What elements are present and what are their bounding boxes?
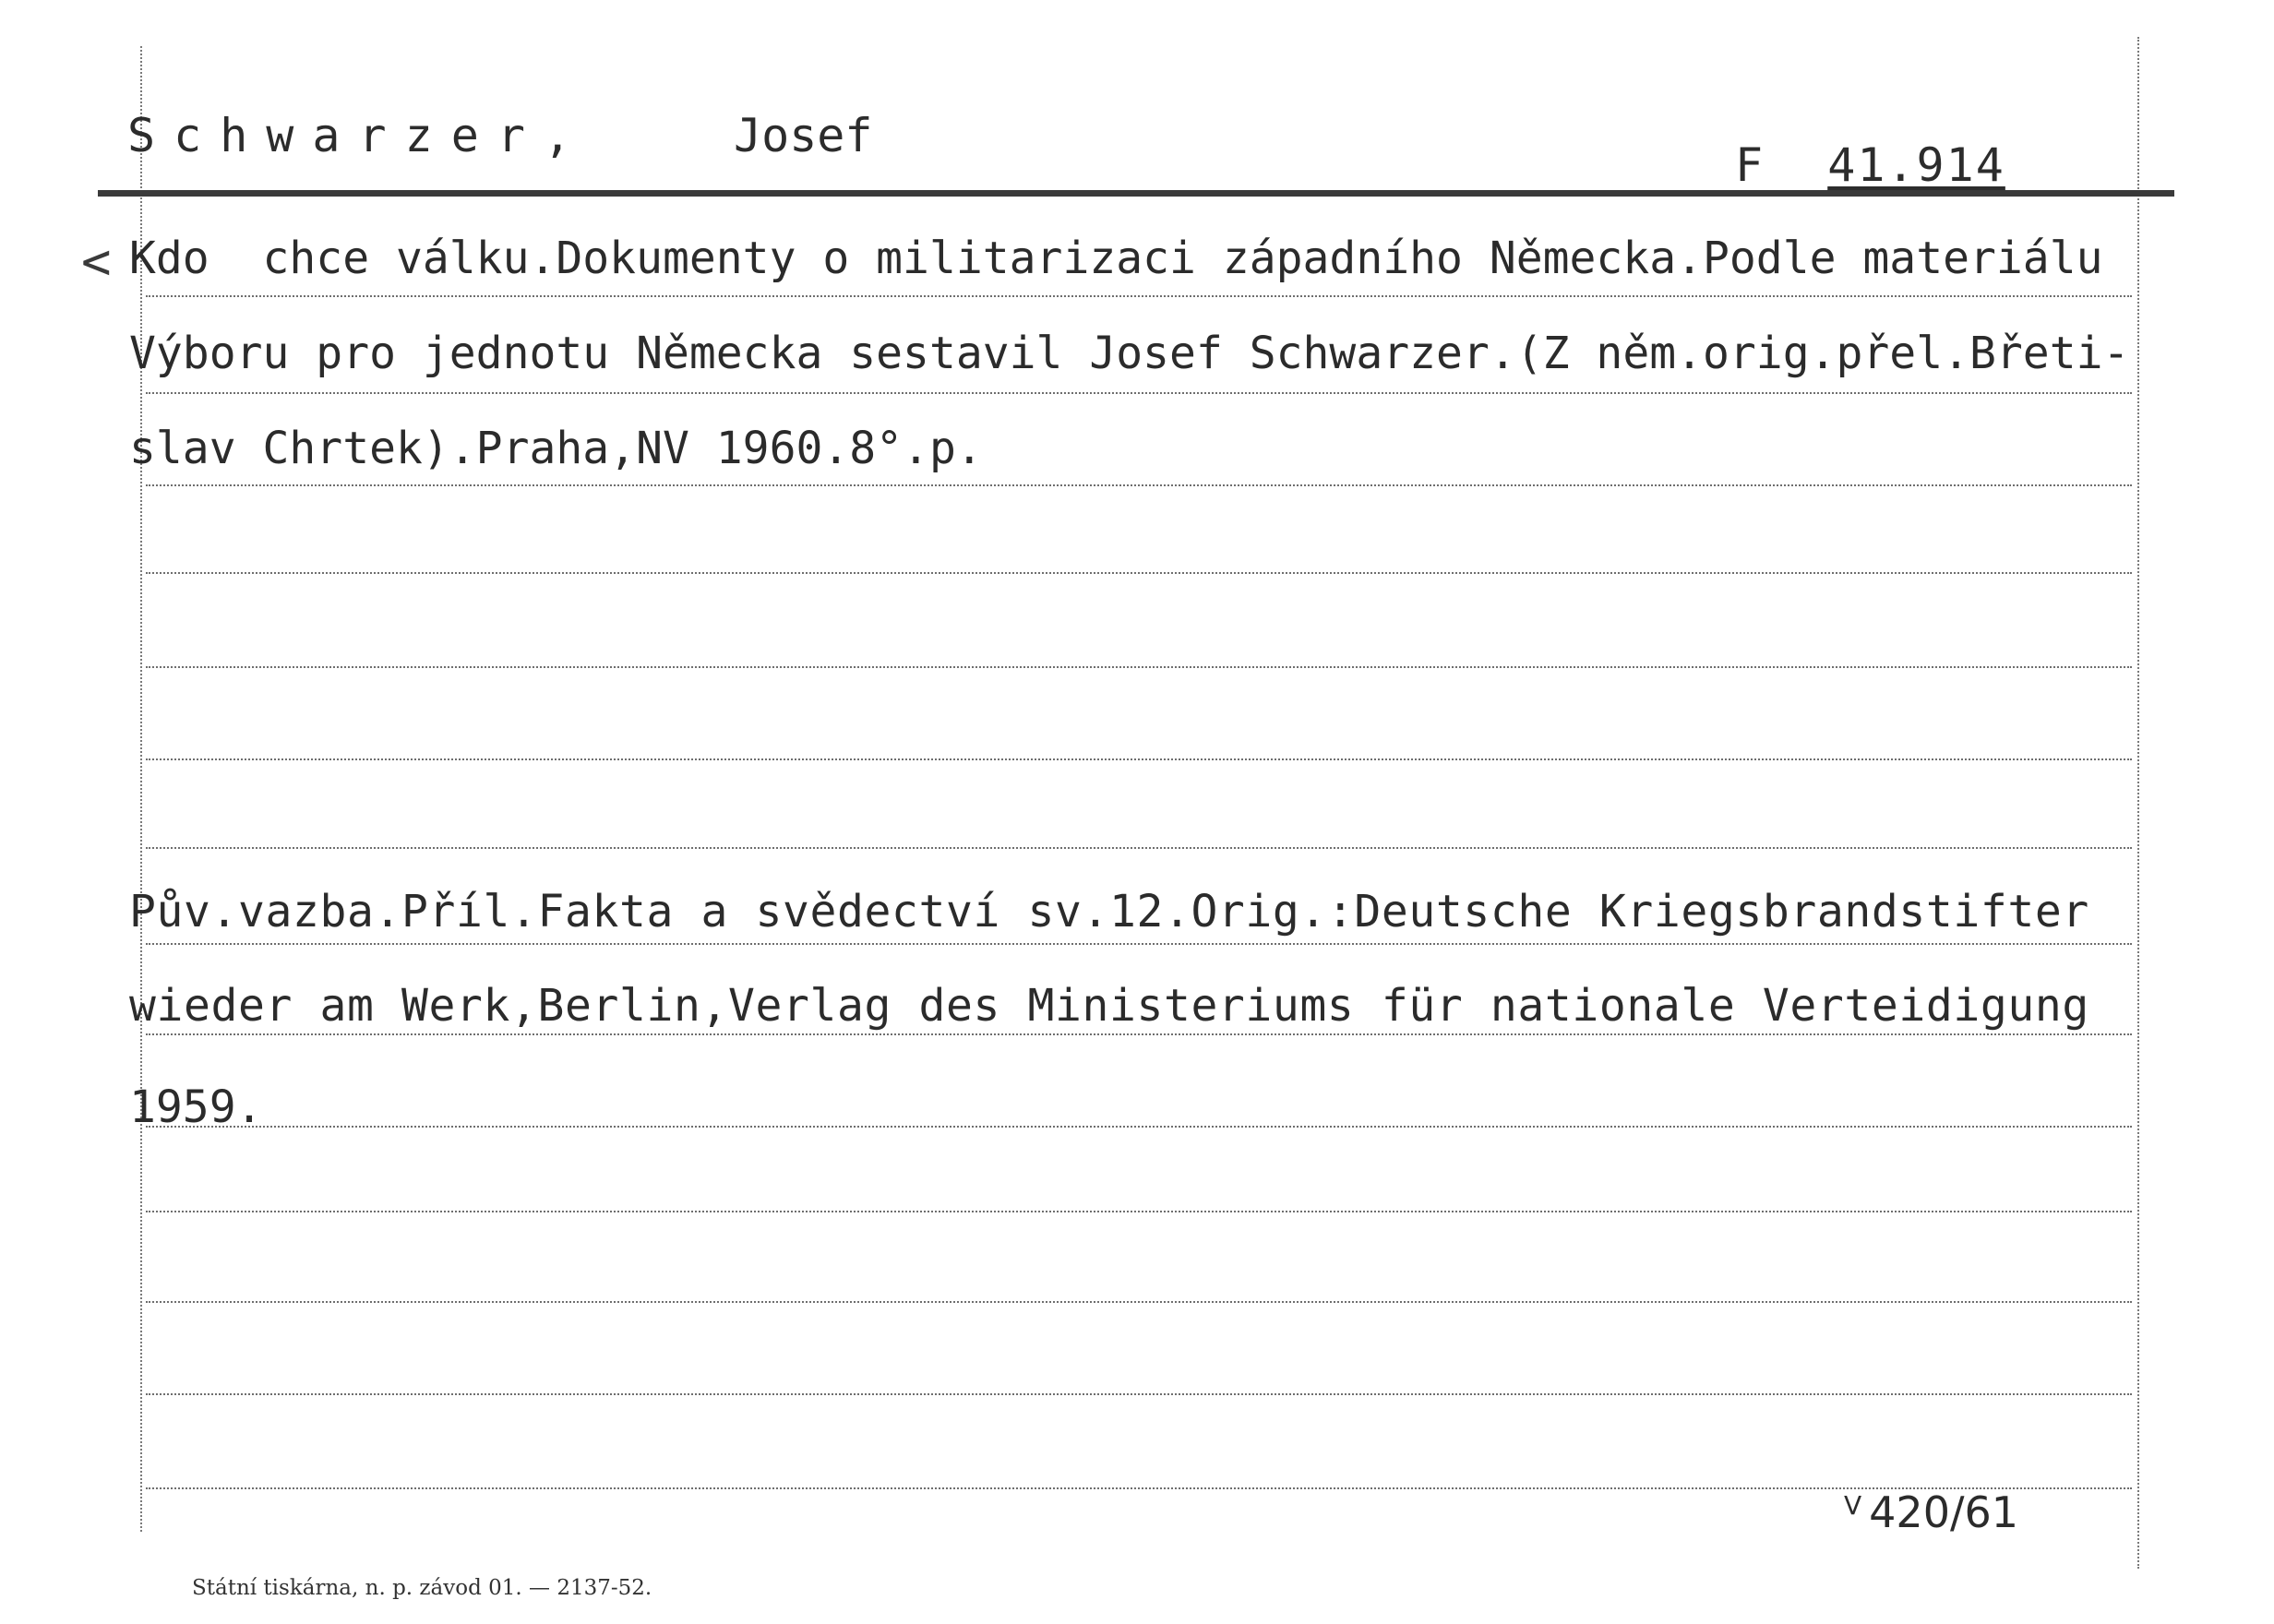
ruled-line — [146, 295, 2132, 297]
opening-bracket-mark: < — [81, 233, 112, 291]
heading-rule — [98, 190, 2174, 197]
ruled-line — [146, 572, 2132, 574]
shelf-mark-number: 420/61 — [1869, 1487, 2018, 1537]
call-number-value: 41.914 — [1827, 138, 2005, 192]
printer-imprint: Státní tiskárna, n. p. závod 01. — 2137-52. — [192, 1576, 652, 1600]
author-surname: Schwarzer, — [127, 109, 591, 162]
ruled-line — [146, 1301, 2132, 1303]
ruled-line — [146, 1033, 2132, 1035]
ruled-line — [146, 1393, 2132, 1395]
notes-line-2: wieder am Werk,Berlin,Verlag des Ministeriums für nationale Verteidigung — [129, 980, 2089, 1032]
notes-line-1: Pův.vazba.Příl.Fakta a svědectví sv.12.Orig.:Deutsche Kriegsbrandstifter — [129, 886, 2089, 937]
ruled-line — [146, 943, 2132, 945]
right-margin-line — [2137, 37, 2139, 1569]
shelf-mark — [1844, 1487, 2018, 1537]
ruled-line — [146, 1487, 2132, 1489]
description-line-3: slav Chrtek).Praha,NV 1960.8°.p. — [129, 423, 983, 474]
ruled-line — [146, 666, 2132, 668]
ruled-line — [146, 1126, 2132, 1128]
author-given-name: Josef — [734, 109, 873, 162]
ruled-line — [146, 484, 2132, 486]
call-number — [1735, 138, 2005, 192]
description-line-1: Kdo chce válku.Dokumenty o militarizaci západního Německa.Podle materiálu — [129, 233, 2103, 284]
description-line-2: Výboru pro jednotu Německa sestavil Josef Schwarzer.(Z něm.orig.přel.Břeti- — [129, 328, 2130, 379]
ruled-line — [146, 758, 2132, 760]
ruled-line — [146, 392, 2132, 394]
ruled-line — [146, 847, 2132, 849]
notes-line-3: 1959. — [129, 1081, 263, 1133]
ruled-line — [146, 1211, 2132, 1212]
shelf-mark-prefix: V — [1844, 1490, 1862, 1521]
call-number-prefix: F — [1735, 138, 1765, 192]
